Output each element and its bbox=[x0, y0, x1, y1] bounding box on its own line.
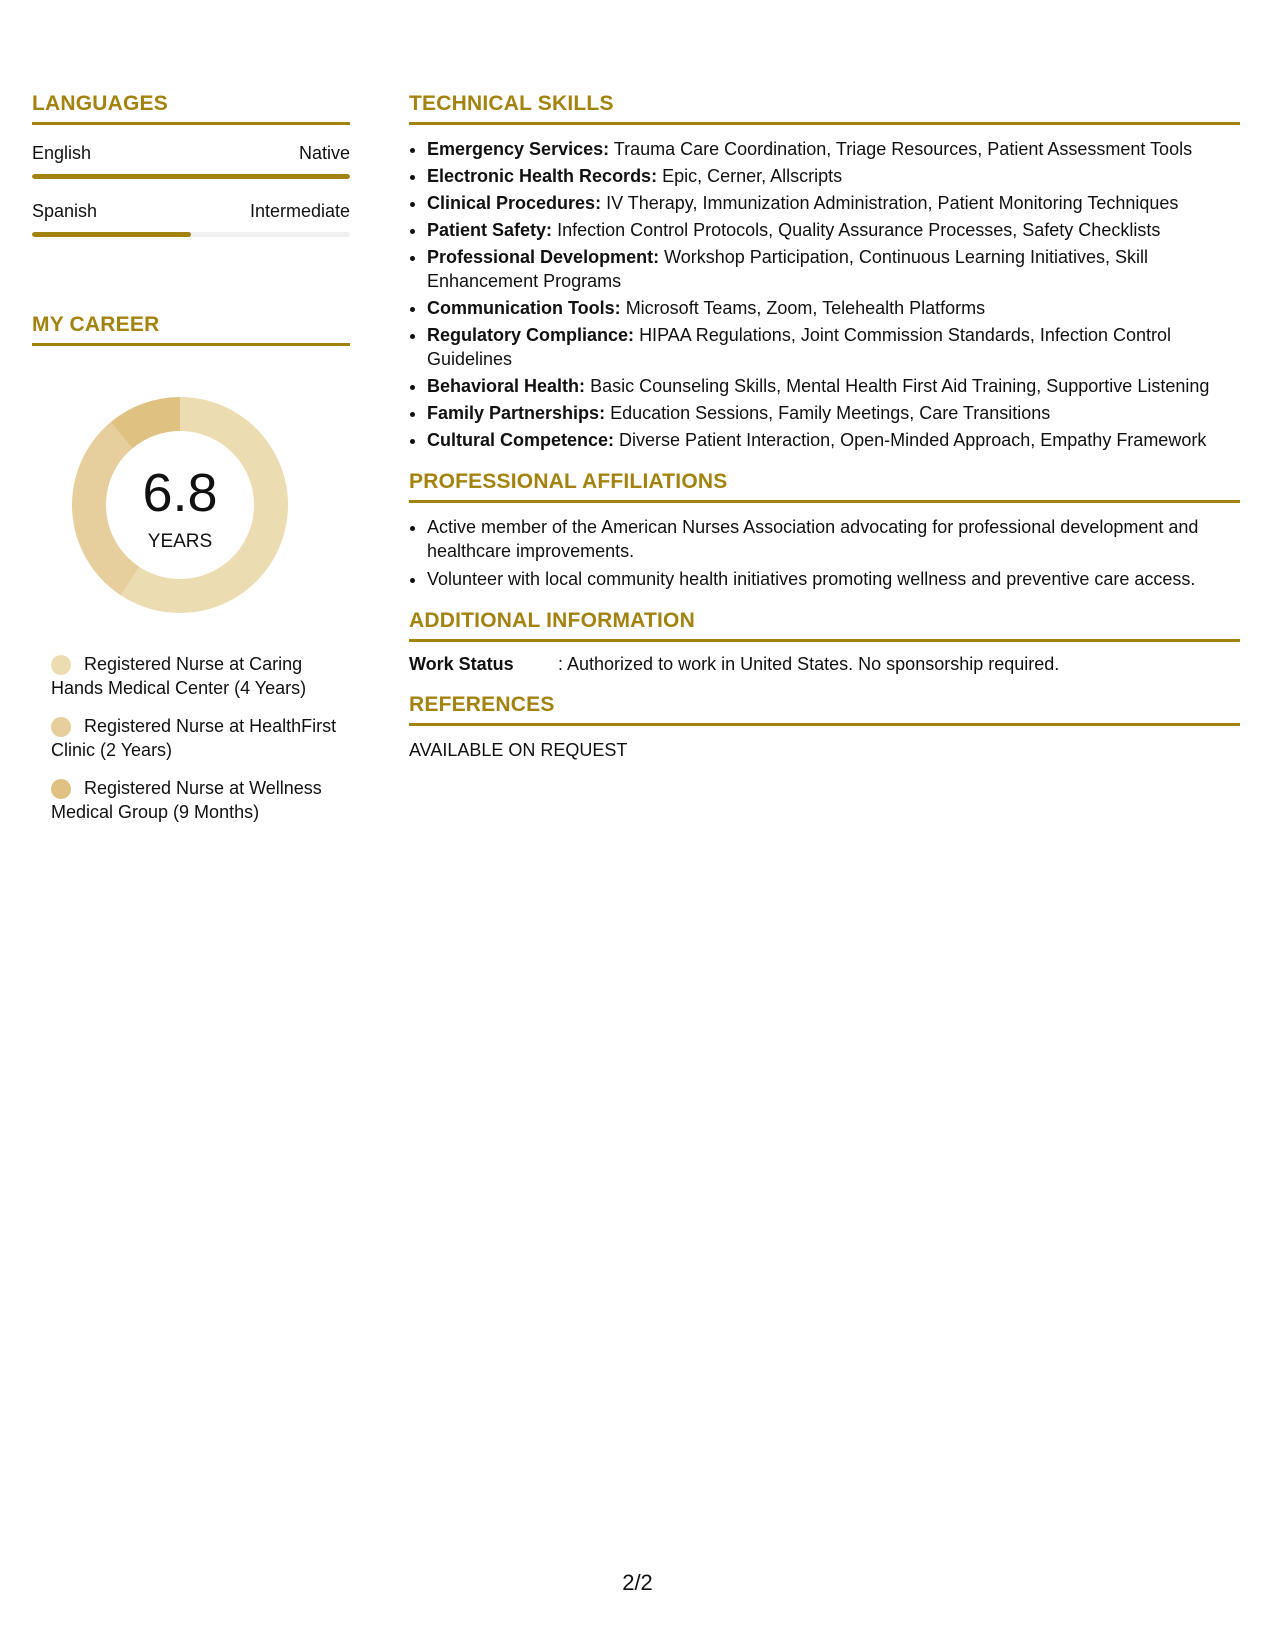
skill-label: Behavioral Health: bbox=[427, 376, 586, 396]
skill-label: Patient Safety: bbox=[427, 220, 553, 240]
skill-item bbox=[427, 296, 1240, 320]
technical-skills-title: TECHNICAL SKILLS bbox=[409, 92, 1240, 125]
languages-title: LANGUAGES bbox=[32, 92, 350, 125]
skill-item bbox=[427, 323, 1240, 371]
skill-item bbox=[427, 218, 1240, 242]
skill-text: Infection Control Protocols, Quality Assurance Processes, Safety Checklists bbox=[557, 220, 1161, 240]
skill-text: Diverse Patient Interaction, Open-Minded Approach, Empathy Framework bbox=[619, 430, 1207, 450]
skill-text: IV Therapy, Immunization Administration, Patient Monitoring Techniques bbox=[606, 193, 1179, 213]
career-total-years: 6.8 bbox=[142, 463, 218, 523]
language-proficiency-fill bbox=[32, 174, 350, 179]
skill-item bbox=[427, 164, 1240, 188]
skill-text: Trauma Care Coordination, Triage Resources, Patient Assessment Tools bbox=[613, 139, 1193, 159]
skill-text: Epic, Cerner, Allscripts bbox=[662, 166, 843, 186]
left-column bbox=[32, 92, 350, 838]
skill-item bbox=[427, 245, 1240, 293]
skill-label: Communication Tools: bbox=[427, 298, 621, 318]
skill-label: Electronic Health Records: bbox=[427, 166, 658, 186]
work-status-label: Work Status bbox=[409, 654, 514, 674]
skill-label: Regulatory Compliance: bbox=[427, 325, 635, 345]
work-status-row bbox=[409, 654, 1240, 675]
affiliation-item: • Volunteer with local community health initiatives promoting wellness and preventive care access. bbox=[427, 567, 1240, 591]
career-legend-item bbox=[51, 652, 341, 700]
language-proficiency-bar bbox=[32, 232, 350, 237]
skill-text: Workshop Participation, Continuous Learning Initiatives, Skill Enhancement Programs bbox=[427, 247, 1148, 291]
skill-item bbox=[427, 374, 1240, 398]
language-proficiency-fill bbox=[32, 232, 191, 237]
career-donut-chart bbox=[65, 390, 295, 620]
affiliations-title: PROFESSIONAL AFFILIATIONS bbox=[409, 470, 1240, 503]
right-column bbox=[409, 92, 1240, 761]
technical-skills-list bbox=[409, 137, 1240, 452]
language-level: Native bbox=[298, 143, 350, 163]
page-number: 2/2 bbox=[622, 1570, 653, 1595]
career-entry-label: Registered Nurse at Caring Hands Medical Center (4 Years) bbox=[51, 654, 307, 698]
additional-info-title: ADDITIONAL INFORMATION bbox=[409, 609, 1240, 642]
career-entry-label: Registered Nurse at HealthFirst Clinic (2 Years) bbox=[51, 716, 337, 760]
skill-label: Family Partnerships: bbox=[427, 403, 606, 423]
references-text: AVAILABLE ON REQUEST bbox=[409, 740, 628, 760]
career-title: MY CAREER bbox=[32, 313, 350, 346]
affiliation-item: • Active member of the American Nurses Association advocating for professional development and healthcare improvements. bbox=[427, 515, 1240, 563]
legend-dot-icon bbox=[51, 779, 71, 799]
skill-text: Education Sessions, Family Meetings, Care Transitions bbox=[610, 403, 1051, 423]
language-level: Intermediate bbox=[249, 201, 350, 221]
skill-item bbox=[427, 401, 1240, 425]
career-total-unit: YEARS bbox=[147, 531, 213, 552]
career-legend bbox=[51, 652, 341, 824]
skill-label: Professional Development: bbox=[427, 247, 660, 267]
skill-item bbox=[427, 428, 1240, 452]
skill-text: Basic Counseling Skills, Mental Health First Aid Training, Supportive Listening bbox=[590, 376, 1210, 396]
language-item-spanish bbox=[32, 201, 350, 237]
language-name: English bbox=[32, 143, 92, 163]
skill-text: Microsoft Teams, Zoom, Telehealth Platforms bbox=[625, 298, 986, 318]
skill-item bbox=[427, 191, 1240, 215]
career-entry-label: Registered Nurse at Wellness Medical Group (9 Months) bbox=[51, 778, 322, 822]
references-title: REFERENCES bbox=[409, 693, 1240, 726]
language-proficiency-bar bbox=[32, 174, 350, 179]
skill-label: Cultural Competence: bbox=[427, 430, 615, 450]
legend-dot-icon bbox=[51, 655, 71, 675]
affiliations-list bbox=[409, 515, 1240, 591]
career-legend-item bbox=[51, 776, 341, 824]
skill-label: Clinical Procedures: bbox=[427, 193, 602, 213]
work-status-value: : Authorized to work in United States. No sponsorship required. bbox=[558, 654, 1060, 674]
legend-dot-icon bbox=[51, 717, 71, 737]
skill-item bbox=[427, 137, 1240, 161]
skill-label: Emergency Services: bbox=[427, 139, 610, 159]
skill-text: HIPAA Regulations, Joint Commission Standards, Infection Control Guidelines bbox=[427, 325, 1171, 369]
career-legend-item bbox=[51, 714, 341, 762]
language-name: Spanish bbox=[32, 201, 98, 221]
language-item-english bbox=[32, 143, 350, 179]
